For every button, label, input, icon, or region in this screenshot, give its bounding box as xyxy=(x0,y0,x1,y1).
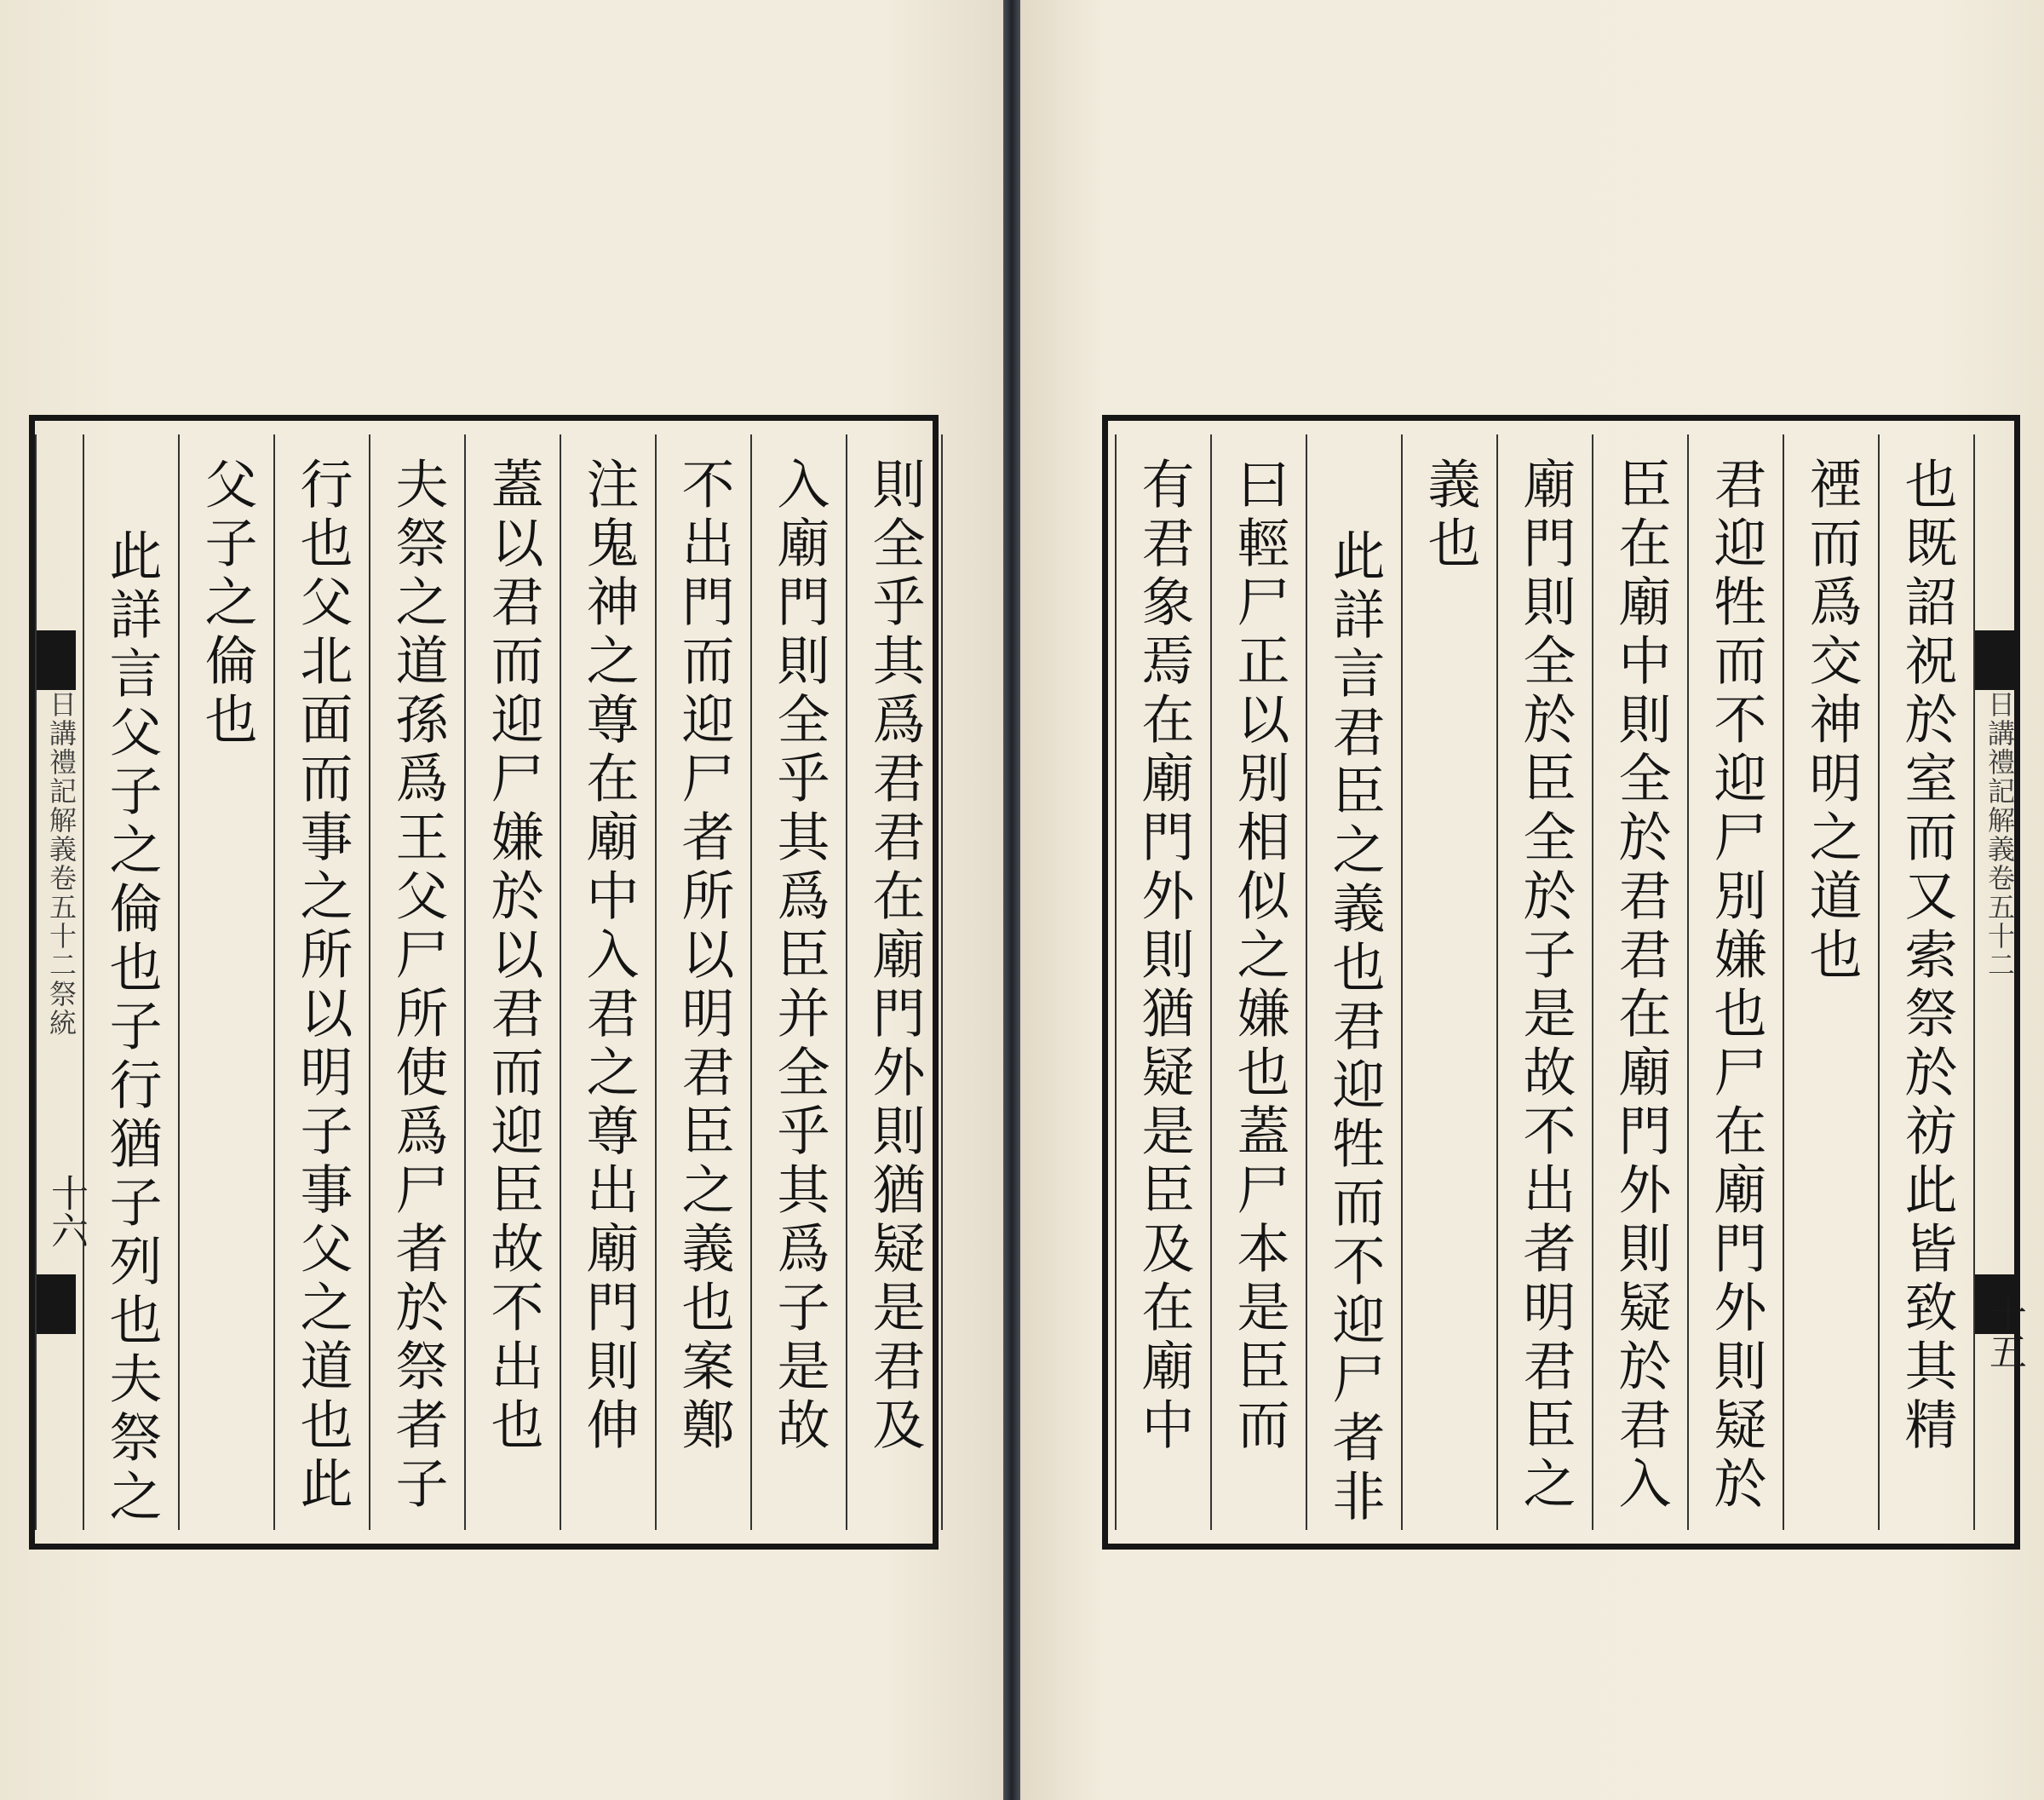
column-text: 不出門而迎尸者所以明君臣之義也案鄭 xyxy=(673,457,735,1456)
column-text: 父子之倫也 xyxy=(196,457,258,750)
column-text: 也既詔祝於室而又索祭於祊此皆致其精 xyxy=(1896,457,1958,1456)
column-text: 夫祭之道孫爲王父尸所使爲尸者於祭者子 xyxy=(387,457,449,1515)
text-column xyxy=(560,434,655,1530)
text-column xyxy=(846,434,943,1530)
column-text: 行也父北面而事之所以明子事父之道也此 xyxy=(291,457,353,1515)
page-number: 十六 xyxy=(44,1174,88,1249)
page-number: 十五 xyxy=(1983,1295,2026,1370)
text-column xyxy=(1878,434,1975,1530)
column-text: 義也 xyxy=(1419,457,1481,574)
column-text: 此詳言父子之倫也子行猶子列也夫祭之 xyxy=(100,528,163,1527)
fish-tail-mark xyxy=(37,1274,76,1334)
text-column xyxy=(1306,434,1401,1530)
left-banxin xyxy=(35,434,88,1530)
text-column xyxy=(464,434,560,1530)
right-banxin xyxy=(1973,434,2026,1530)
column-text: 有君象焉在廟門外則猶疑是臣及在廟中 xyxy=(1133,457,1195,1456)
text-column xyxy=(655,434,750,1530)
text-column xyxy=(1783,434,1878,1530)
text-column xyxy=(369,434,464,1530)
column-text: 君迎牲而不迎尸別嫌也尸在廟門外則疑於 xyxy=(1705,457,1767,1515)
text-column xyxy=(1592,434,1687,1530)
text-column xyxy=(1210,434,1306,1530)
column-text: 入廟門則全乎其爲臣并全乎其爲子是故 xyxy=(768,457,830,1456)
book-gutter xyxy=(1003,0,1020,1800)
text-column xyxy=(1115,434,1210,1530)
text-column xyxy=(1496,434,1592,1530)
banxin-title: 日講禮記解義卷五十二祭統 xyxy=(45,690,78,1038)
banxin-title: 日講禮記解義卷五十二 xyxy=(1984,690,2016,980)
column-text: 曰輕尸正以別相似之嫌也蓋尸本是臣而 xyxy=(1228,457,1290,1456)
text-column xyxy=(1687,434,1783,1530)
column-text: 注鬼神之尊在廟中入君之尊出廟門則伸 xyxy=(577,457,640,1456)
column-text: 則全乎其爲君君在廟門外則猶疑是君及 xyxy=(864,457,926,1456)
right-text-frame xyxy=(1102,415,2026,1550)
text-column xyxy=(178,434,273,1530)
column-text: 臣在廟中則全於君君在廟門外則疑於君入 xyxy=(1610,457,1672,1515)
text-column xyxy=(273,434,369,1530)
fish-tail-mark xyxy=(37,630,76,690)
text-column xyxy=(750,434,846,1530)
text-column xyxy=(83,434,178,1530)
column-text: 廟門則全於臣全於子是故不出者明君臣之 xyxy=(1514,457,1576,1515)
column-text: 此詳言君臣之義也君迎牲而不迎尸者非 xyxy=(1323,528,1386,1527)
column-text: 蓋以君而迎尸嫌於以君而迎臣故不出也 xyxy=(482,457,544,1456)
text-column xyxy=(1401,434,1496,1530)
fish-tail-mark xyxy=(1975,630,2014,690)
column-text: 禋而爲交神明之道也 xyxy=(1800,457,1863,986)
left-text-frame xyxy=(29,415,939,1550)
